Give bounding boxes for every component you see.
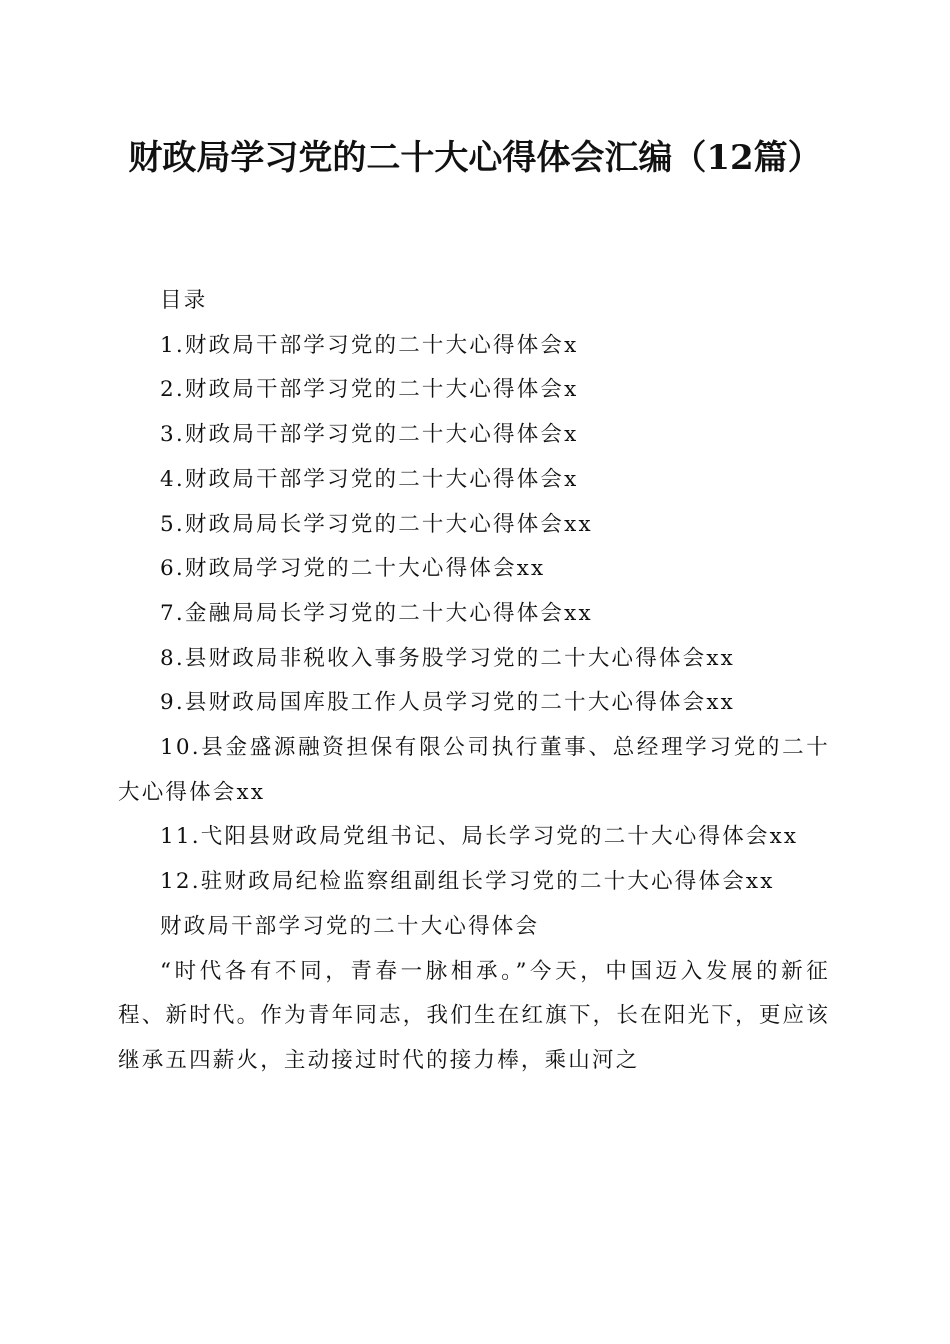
document-body xyxy=(118,279,830,1084)
toc-item: 11.弋阳县财政局党组书记、局长学习党的二十大心得体会xx xyxy=(160,824,799,850)
toc-item: 6.财政局学习党的二十大心得体会xx xyxy=(160,556,546,582)
toc-item: 3.财政局干部学习党的二十大心得体会x xyxy=(160,422,579,448)
toc-item: 2.财政局干部学习党的二十大心得体会x xyxy=(160,377,579,403)
document-title: 财政局学习党的二十大心得体会汇编（12篇） xyxy=(128,138,822,178)
toc-item: 12.驻财政局纪检监察组副组长学习党的二十大心得体会xx xyxy=(160,869,775,895)
toc-item: 5.财政局局长学习党的二十大心得体会xx xyxy=(160,511,593,537)
section-heading: 财政局干部学习党的二十大心得体会 xyxy=(160,913,540,939)
body-paragraph: “时代各有不同，青春一脉相承。”今天，中国迈入发展的新征程、新时代。作为青年同志，我们生在红旗下，长在阳光下，更应该继承五四薪火，主动接过时代的接力棒，乘山河之 xyxy=(118,958,830,1073)
toc-item: 9.县财政局国库股工作人员学习党的二十大心得体会xx xyxy=(160,690,735,716)
toc-item: 1.财政局干部学习党的二十大心得体会x xyxy=(160,332,579,358)
toc-item: 7.金融局局长学习党的二十大心得体会xx xyxy=(160,600,593,626)
toc-item: 4.财政局干部学习党的二十大心得体会x xyxy=(160,466,579,492)
toc-item: 10.县金盛源融资担保有限公司执行董事、总经理学习党的二十大心得体会xx xyxy=(118,735,830,805)
toc-item: 8.县财政局非税收入事务股学习党的二十大心得体会xx xyxy=(160,645,735,671)
toc-heading: 目录 xyxy=(160,288,208,313)
